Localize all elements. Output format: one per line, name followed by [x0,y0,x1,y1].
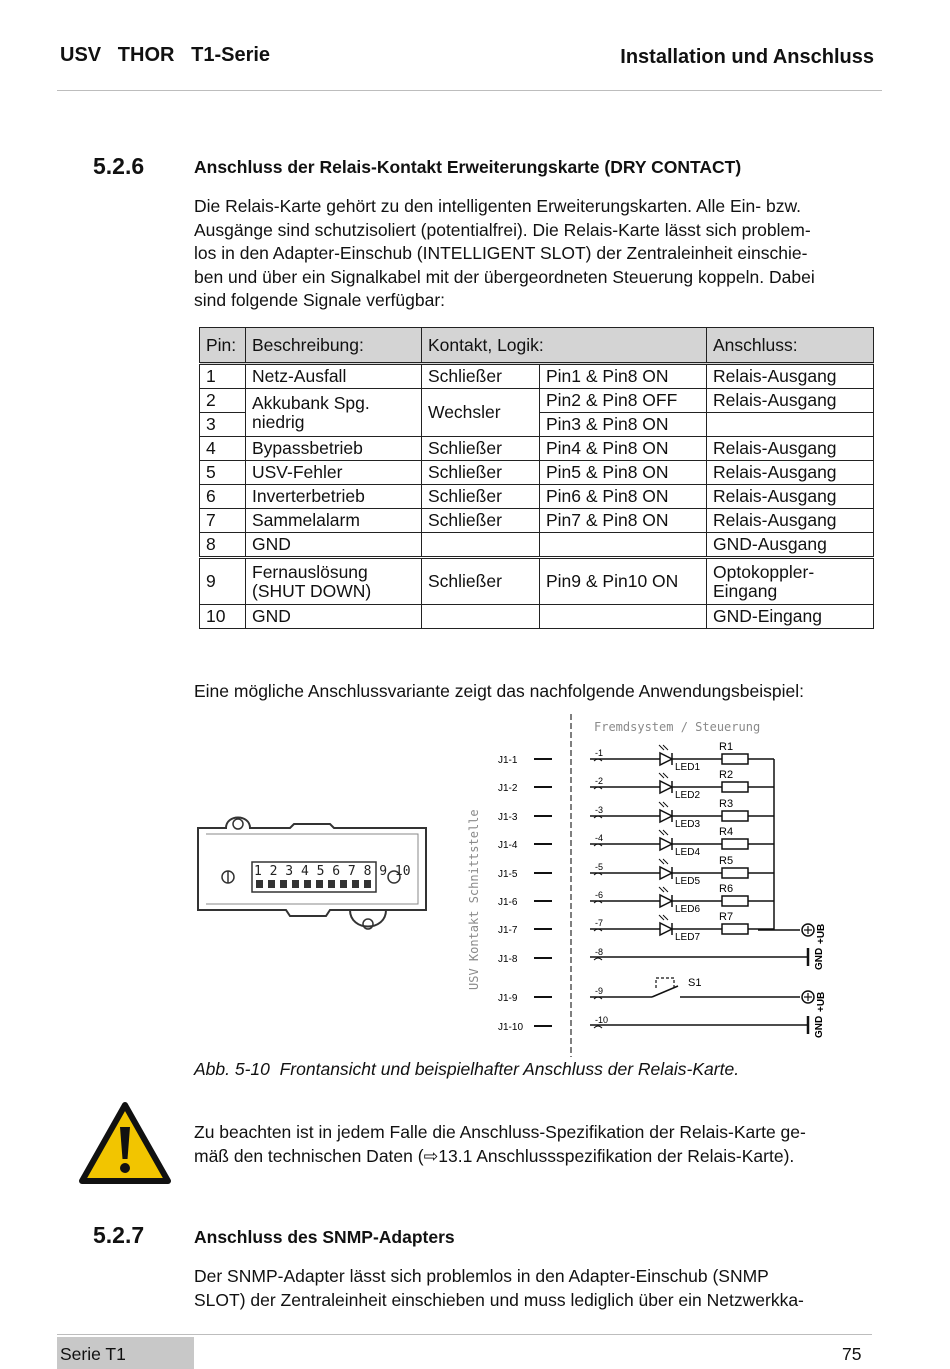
led-label: LED1 [675,762,701,773]
cell-pin: 5 [200,461,246,485]
warning-line [194,1144,806,1168]
resistor-icon [722,924,748,934]
resistor-label: R4 [719,826,734,838]
cell-logic: Pin6 & Pin8 ON [540,485,707,509]
led-label: LED3 [675,819,701,830]
cell-pin: 9 [200,558,246,605]
led-label: LED5 [675,876,701,887]
cell-contact: Schließer [422,364,540,389]
warning-line-prefix: mäß den technischen Daten ( [194,1146,424,1166]
table-row [200,558,874,605]
cell-description: Inverterbetrieb [246,485,422,509]
terminal-label: J1-8 [498,954,518,965]
cell-pin: 7 [200,509,246,533]
cell-logic: Pin5 & Pin8 ON [540,461,707,485]
spec-reference-link[interactable]: 13.1 Anschlussspezifikation der Relais-Karte). [438,1146,795,1166]
ub-label: +UB [816,923,827,944]
resistor-label: R3 [719,798,734,810]
cell-description: Sammelalarm [246,509,422,533]
cell-connection: Relais-Ausgang [707,485,874,509]
terminal-label: J1-10 [498,1022,524,1033]
header-connection: Anschluss: [707,328,874,364]
resistor-label: R2 [719,769,734,781]
table-row [200,364,874,389]
light-rays-icon [659,915,668,920]
led-icon [660,895,672,907]
header-section: Installation und Anschluss [620,46,874,68]
card-pin-numbers: 1 2 3 4 5 6 7 8 9 10 [254,864,411,879]
header-rule [57,90,882,91]
table-row [200,485,874,509]
led-label: LED4 [675,847,701,858]
resistor-icon [722,811,748,821]
cell-logic: Pin7 & Pin8 ON [540,509,707,533]
cell-contact: Schließer [422,485,540,509]
table-row [200,509,874,533]
terminal-label: J1-7 [498,925,518,936]
light-rays-icon [659,830,668,835]
cell-connection: Relais-Ausgang [707,389,874,413]
cell-contact: Schließer [422,437,540,461]
cell-connection: GND-Eingang [707,605,874,629]
led-icon [660,867,672,879]
led-label: LED6 [675,904,701,915]
page-number: 75 [842,1344,862,1364]
cell-description: Akkubank Spg. niedrig [246,389,422,437]
plug-icon [594,958,602,960]
cell-pin: 3 [200,413,246,437]
paragraph-line: Der SNMP-Adapter lässt sich problemlos in den Adapter-Einschub (SNMP [194,1266,769,1286]
table-row [200,533,874,558]
cell-pin: 4 [200,437,246,461]
cell-contact: Schließer [422,461,540,485]
led-label: LED2 [675,790,701,801]
warning-icon [78,1101,172,1185]
header-description: Beschreibung: [246,328,422,364]
gnd-label-2: GND [814,1015,825,1038]
terminal-label: J1-4 [498,840,518,851]
pin-label: -1 [595,748,604,758]
cell-description: Fernauslösung (SHUT DOWN) [246,558,422,605]
led-label: LED7 [675,932,701,943]
cell-logic [540,533,707,558]
cell-connection: GND-Ausgang [707,533,874,558]
paragraph-line: SLOT) der Zentraleinheit einschieben und muss lediglich über ein Netzwerkka- [194,1289,804,1310]
terminal-label: J1-6 [498,897,518,908]
figure-caption: Abb. 5-10 Frontansicht und beispielhafter Anschluss der Relais-Karte. [194,1059,740,1079]
terminal-label: J1-3 [498,812,518,823]
cell-contact [422,605,540,629]
table-row [200,461,874,485]
led-icon [660,838,672,850]
light-rays-icon [659,887,668,892]
cell-logic: Pin1 & Pin8 ON [540,364,707,389]
table-header-row [200,328,874,364]
pin-label: -3 [595,805,604,815]
section-paragraph [194,1265,884,1312]
led-icon [660,753,672,765]
paragraph-line: sind folgende Signale verfügbar: [194,290,446,310]
pin-label: -10 [595,1015,609,1025]
table-row [200,437,874,461]
resistor-label: R6 [719,883,734,895]
plug-icon [594,1026,602,1028]
light-rays-icon [659,859,668,864]
paragraph-line: los in den Adapter-Einschub (INTELLIGENT SLOT) der Zentraleinheit einschie- [194,243,808,263]
external-system-label: Fremdsystem / Steuerung [594,720,761,734]
terminal-label: J1-9 [498,993,518,1004]
gnd-label: GND [814,947,825,970]
section-number: 5.2.7 [93,1222,145,1248]
resistor-icon [722,868,748,878]
resistor-label: R7 [719,911,734,923]
led-icon [660,923,672,935]
cell-description: USV-Fehler [246,461,422,485]
cell-contact: Wechsler [422,389,540,437]
terminal-label: J1-2 [498,783,518,794]
terminal-label: J1-1 [498,755,518,766]
pin-label: -5 [595,862,604,872]
light-rays-icon [659,802,668,807]
terminal-label: J1-5 [498,869,518,880]
resistor-icon [722,782,748,792]
resistor-icon [722,754,748,764]
section-paragraph [194,195,884,313]
cell-connection: Optokoppler-Eingang [707,558,874,605]
cell-logic [540,605,707,629]
resistor-label: R5 [719,855,734,867]
cell-pin: 6 [200,485,246,509]
paragraph-line: Die Relais-Karte gehört zu den intelligenten Erweiterungskarten. Alle Ein- bzw. [194,196,801,216]
cell-description: Bypassbetrieb [246,437,422,461]
paragraph-line: ben und über ein Signalkabel mit der übergeordneten Steuerung koppeln. Dabei [194,266,815,287]
cell-contact: Schließer [422,509,540,533]
led-icon [660,810,672,822]
section-title: Anschluss der Relais-Kontakt Erweiterungskarte (DRY CONTACT) [194,157,742,177]
resistor-icon [722,896,748,906]
pin-label: -8 [595,947,604,957]
header-pin: Pin: [200,328,246,364]
table-row [200,605,874,629]
warning-line: Zu beachten ist in jedem Falle die Anschluss-Spezifikation der Relais-Karte ge- [194,1122,806,1142]
cell-description: GND [246,533,422,558]
cell-connection [707,413,874,437]
switch-label: S1 [688,977,702,989]
pin-label: -2 [595,776,604,786]
header-title: USV THOR T1-Serie [60,44,271,66]
cell-description: Netz-Ausfall [246,364,422,389]
relay-card-drawing [190,810,435,945]
pin-label: -6 [595,890,604,900]
resistor-label: R1 [719,741,734,753]
cell-logic: Pin2 & Pin8 OFF [540,389,707,413]
light-rays-icon [659,773,668,778]
cell-contact: Schließer [422,558,540,605]
arrow-right-icon: ⇨ [423,1146,439,1166]
pin-table [199,327,874,629]
cell-logic: Pin4 & Pin8 ON [540,437,707,461]
warning-text [194,1120,806,1168]
example-intro: Eine mögliche Anschlussvariante zeigt das nachfolgende Anwendungsbeispiel: [194,681,804,701]
light-rays-icon [659,745,668,750]
led-icon [660,781,672,793]
usv-interface-label: USV Kontakt Schnittstelle [467,809,481,990]
cell-pin: 2 [200,389,246,413]
cell-connection: Relais-Ausgang [707,461,874,485]
table-row [200,389,874,413]
cell-connection: Relais-Ausgang [707,437,874,461]
cell-pin: 1 [200,364,246,389]
pin-label: -4 [595,833,604,843]
resistor-icon [722,839,748,849]
cell-connection: Relais-Ausgang [707,509,874,533]
cell-pin: 8 [200,533,246,558]
cell-connection: Relais-Ausgang [707,364,874,389]
footer-series: Serie T1 [60,1344,126,1364]
cell-description: GND [246,605,422,629]
footer-rule [57,1334,872,1335]
section-title: Anschluss des SNMP-Adapters [194,1227,455,1247]
cell-pin: 10 [200,605,246,629]
header-contact-logic: Kontakt, Logik: [422,328,707,364]
cell-logic: Pin9 & Pin10 ON [540,558,707,605]
wiring-diagram [460,712,840,1062]
cell-logic: Pin3 & Pin8 ON [540,413,707,437]
ub-label-2: +UB [816,991,827,1012]
cell-contact [422,533,540,558]
paragraph-line: Ausgänge sind schutzisoliert (potentialfrei). Die Relais-Karte lässt sich problem- [194,219,811,240]
pin-label: -9 [595,986,604,996]
pin-label: -7 [595,918,604,928]
section-number: 5.2.6 [93,153,145,179]
